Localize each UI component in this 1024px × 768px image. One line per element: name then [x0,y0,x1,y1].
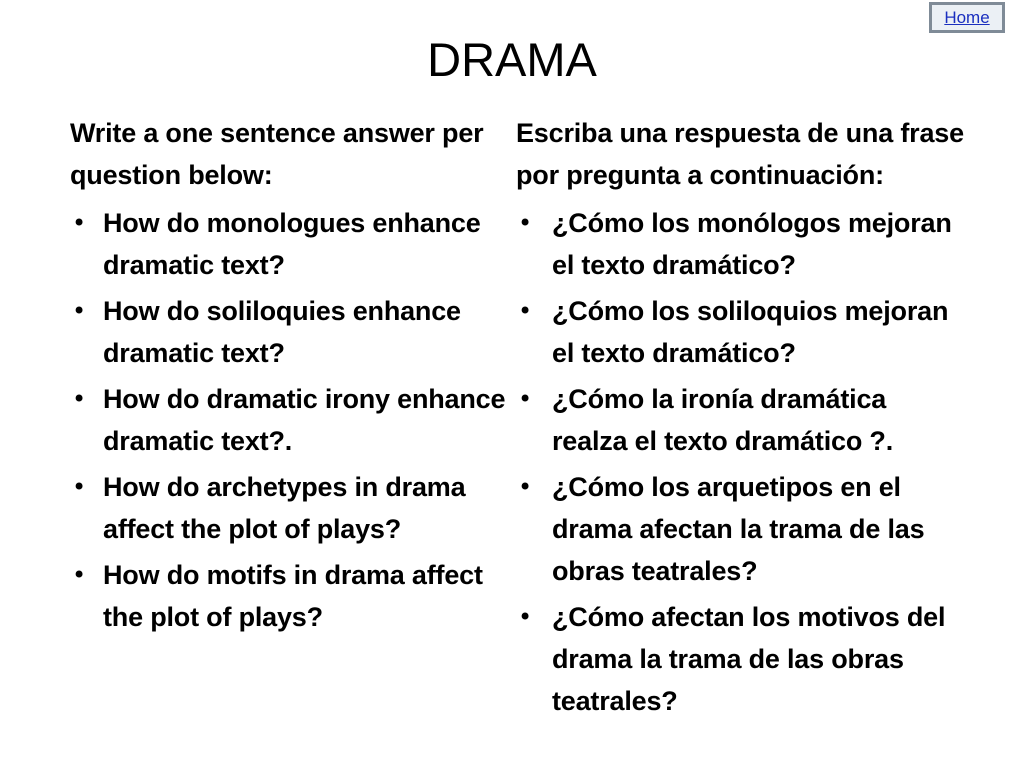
bullet-icon: • [72,385,86,413]
spanish-question-text: ¿Cómo afectan los motivos del drama la trama de las obras teatrales? [552,602,946,716]
english-question-text: How do archetypes in drama affect the plot of plays? [103,472,466,544]
spanish-instructions: Escriba una respuesta de una frase por pregunta a continuación: [516,118,964,190]
spanish-question [516,378,966,462]
spanish-question [516,596,966,722]
bullet-icon: • [72,209,86,237]
bullet-icon: • [518,209,532,237]
english-question-text: How do motifs in drama affect the plot of plays? [103,560,483,632]
english-question-text: How do dramatic irony enhance dramatic text?. [103,384,506,456]
english-column [70,112,520,642]
bullet-icon: • [518,473,532,501]
spanish-question-text: ¿Cómo la ironía dramática realza el texto dramático ?. [552,384,894,456]
english-question-text: How do monologues enhance dramatic text? [103,208,481,280]
home-button[interactable] [929,2,1005,33]
slide-title: DRAMA [427,33,597,86]
bullet-icon: • [72,473,86,501]
bullet-icon: • [72,297,86,325]
english-question [70,466,520,550]
bullet-icon: • [518,385,532,413]
bullet-icon: • [72,561,86,589]
home-button-label: Home [944,7,990,27]
english-question [70,554,520,638]
spanish-question-text: ¿Cómo los monólogos mejoran el texto dramático? [552,208,952,280]
spanish-question-text: ¿Cómo los soliloquios mejoran el texto dramático? [552,296,949,368]
english-question [70,290,520,374]
spanish-question-list [516,202,966,722]
spanish-question-text: ¿Cómo los arquetipos en el drama afectan la trama de las obras teatrales? [552,472,925,586]
spanish-question [516,202,966,286]
spanish-question [516,290,966,374]
english-question-text: How do soliloquies enhance dramatic text? [103,296,461,368]
english-question [70,378,520,462]
english-instructions: Write a one sentence answer per question below: [70,118,484,190]
bullet-icon: • [518,297,532,325]
spanish-question [516,466,966,592]
spanish-column [516,112,966,726]
english-question-list [70,202,520,638]
bullet-icon: • [518,603,532,631]
english-question [70,202,520,286]
